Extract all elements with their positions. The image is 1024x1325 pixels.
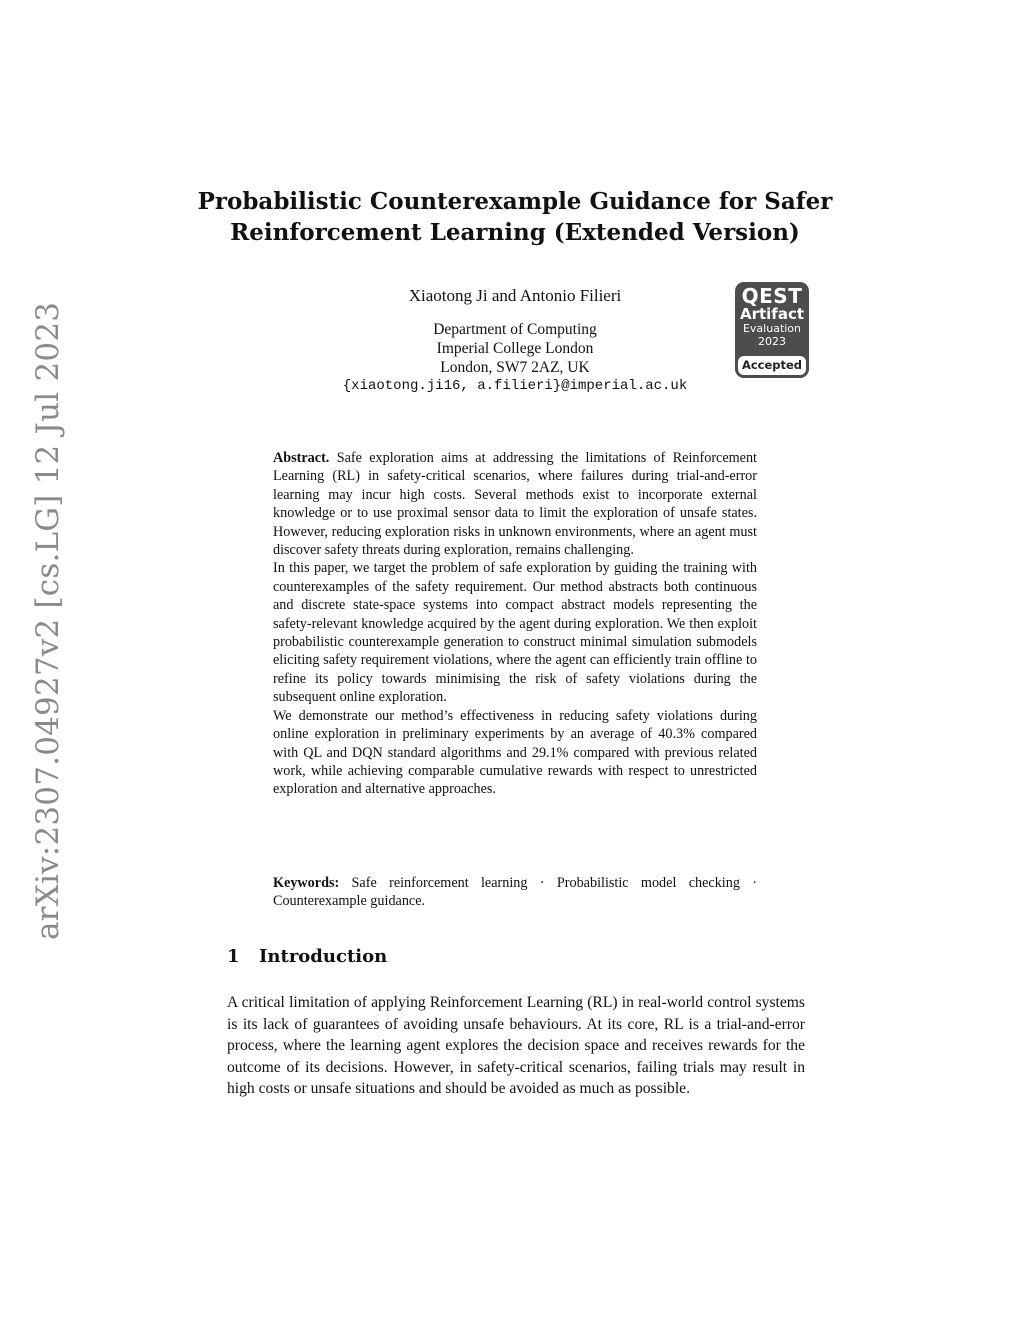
keywords-label: Keywords:: [273, 875, 340, 891]
title-line-2: Reinforcement Learning (Extended Version): [230, 219, 800, 246]
author-emails: {xiaotong.ji16, a.filieri}@imperial.ac.uk: [342, 378, 688, 394]
address: London, SW7 2AZ, UK: [440, 359, 590, 376]
badge-year: 2023: [758, 335, 786, 348]
badge-accepted-status: Accepted: [738, 356, 806, 375]
arxiv-identifier: arXiv:2307.04927v2 [cs.LG] 12 Jul 2023: [30, 301, 66, 940]
section-heading: [227, 946, 387, 967]
keywords-text: Safe reinforcement learning · Probabilistic model checking · Counterexample guidance.: [273, 875, 757, 910]
institution: Imperial College London: [436, 340, 594, 357]
introduction-paragraph: A critical limitation of applying Reinforcement Learning (RL) in real-world control systems is its lack of guarantees of avoiding unsafe behaviours. At its core, RL is a trial-and-error process, where the learning agent explores the decision space and receives rewards for the outcome of its decisions. However, in safety-critical scenarios, failing trials may result in high costs or unsafe situations and should be avoided as much as possible.: [227, 994, 805, 1098]
title-line-1: Probabilistic Counterexample Guidance for Safer: [197, 188, 833, 215]
paper-title: [190, 186, 840, 248]
badge-artifact-label: Artifact: [739, 305, 805, 323]
section-number: 1: [227, 946, 240, 967]
abstract-paragraph-1: [273, 449, 757, 559]
abstract-text-1: Safe exploration aims at addressing the limitations of Reinforcement Learning (RL) in safety-critical scenarios, where failures during trial-and-error learning may incur high costs. Several methods exist to incorporate external knowledge or to use proximal sensor data to limit the exploration of unsafe states. However, reducing exploration risks in unknown environments, where an agent must discover safety threats during exploration, remains challenging.: [273, 450, 758, 559]
abstract-label: Abstract.: [273, 450, 330, 466]
keywords-block: [273, 874, 757, 911]
qest-artifact-badge: [735, 282, 809, 378]
author-list: Xiaotong Ji and Antonio Filieri: [408, 286, 622, 305]
introduction-body: [227, 992, 805, 1100]
badge-qest-label: QEST: [741, 284, 803, 308]
section-title: Introduction: [259, 946, 388, 967]
abstract-paragraph-3: We demonstrate our method’s effectiveness in reducing safety violations during online exploration in preliminary experiments by an average of 40.3% compared with QL and DQN standard algorithms and 29.1% compared with previous related work, while achieving comparable cumulative rewards with respect to unrestricted exploration and alternative approaches.: [273, 707, 757, 798]
badge-evaluation-label: Evaluation: [742, 322, 802, 335]
department: Department of Computing: [433, 321, 597, 338]
affiliation-block: [330, 320, 700, 396]
abstract-block: [273, 449, 757, 799]
abstract-paragraph-2: In this paper, we target the problem of safe exploration by guiding the training with counterexamples of the safety requirement. Our method abstracts both continuous and discrete state-space systems into compact abstract models representing the safety-relevant knowledge acquired by the agent during exploration. We then exploit probabilistic counterexample generation to construct minimal simulation submodels eliciting safety requirement violations, where the agent can efficiently train offline to refine its policy towards minimising the risk of safety violations during the subsequent online exploration.: [273, 560, 757, 706]
